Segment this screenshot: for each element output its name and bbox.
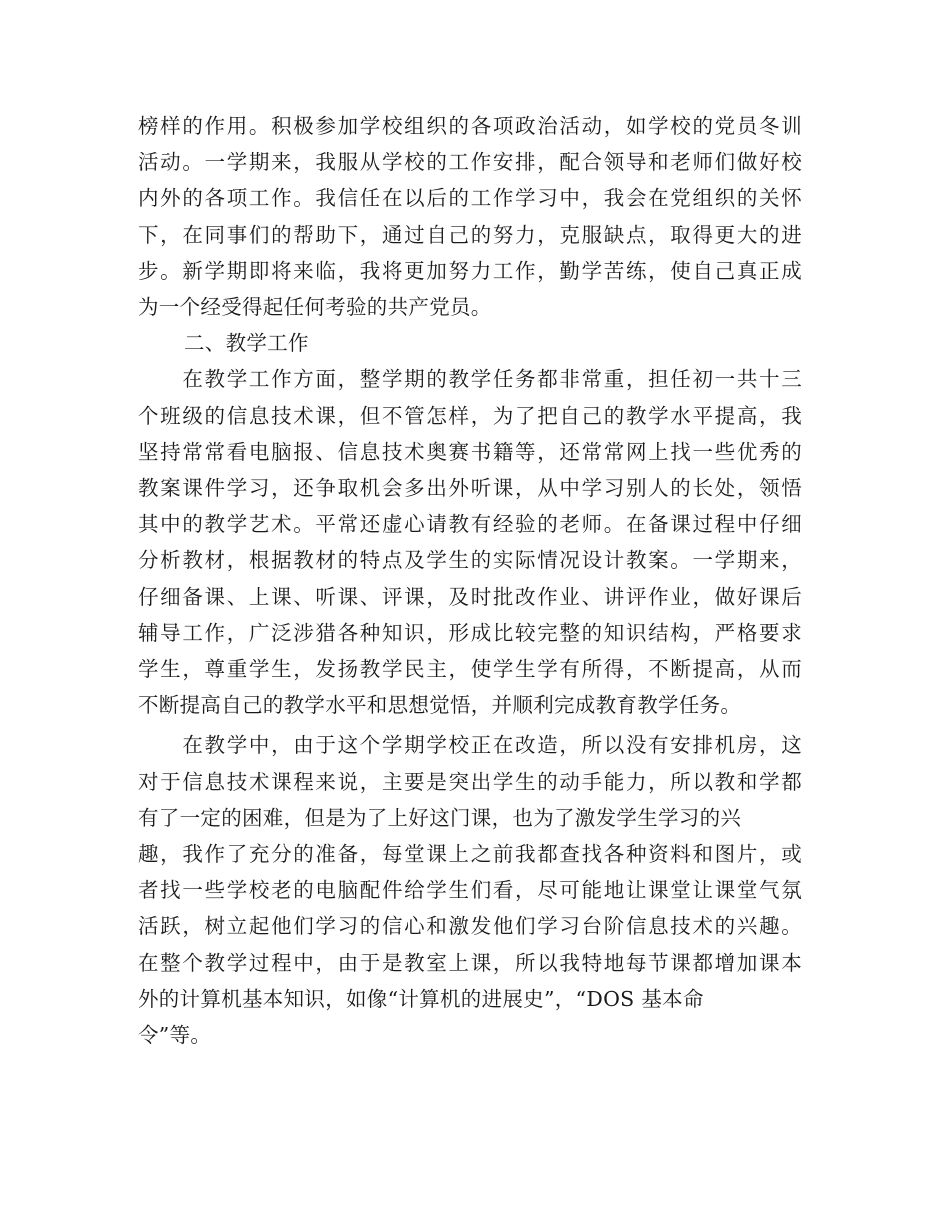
text-line: 在整个教学过程中，由于是教室上课，所以我特地每节课都增加课本: [138, 950, 802, 975]
text-line: 者找一些学校老的电脑配件给学生们看，尽可能地让课堂让课堂气氛: [138, 878, 802, 903]
text-line: 步。新学期即将来临，我将更加努力工作，勤学苦练，使自己真正成: [138, 258, 802, 283]
text-line: 其中的教学艺术。平常还虚心请教有经验的老师。在备课过程中仔细: [138, 512, 802, 537]
text-line: 活动。一学期来，我服从学校的工作安排，配合领导和老师们做好校: [138, 150, 802, 175]
text-line: 为一个经受得起任何考验的共产党员。: [138, 295, 492, 320]
text-line: 不断提高自己的教学水平和思想觉悟，并顺利完成教育教学任务。: [138, 693, 742, 718]
text-line: 教案课件学习，还争取机会多出外听课，从中学习别人的长处，领悟: [138, 476, 802, 501]
text-line: 令”等。: [138, 1023, 212, 1048]
paragraph-party-work: [138, 108, 802, 325]
text-line: 榜样的作用。积极参加学校组织的各项政治活动，如学校的党员冬训: [138, 114, 802, 138]
section-heading-teaching: 二、教学工作: [184, 331, 309, 356]
text-line: 有了一定的困难，但是为了上好这门课，也为了激发学生学习的兴: [138, 805, 742, 830]
text-line: 内外的各项工作。我信任在以后的工作学习中，我会在党组织的关怀: [138, 186, 802, 211]
text-line: 仔细备课、上课、听课、评课，及时批改作业、讲评作业，做好课后: [138, 584, 802, 609]
text-line: 辅导工作，广泛涉猎各种知识，形成比较完整的知识结构，严格要求: [138, 620, 802, 645]
text-line: 分析教材，根据教材的特点及学生的实际情况设计教案。一学期来，: [138, 548, 802, 573]
text-line: 个班级的信息技术课，但不管怎样，为了把自己的教学水平提高，我: [138, 403, 802, 428]
text-line: 外的计算机基本知识，如像“计算机的进展史”，“DOS 基本命: [138, 986, 704, 1011]
paragraph-teaching-conditions: [138, 727, 802, 1053]
text-line: 趣，我作了充分的准备，每堂课上之前我都查找各种资料和图片，或: [138, 842, 802, 867]
paragraph-teaching-work: [138, 361, 802, 723]
document-body: [138, 108, 802, 1053]
text-line: 在教学工作方面，整学期的教学任务都非常重，担任初一共十三: [138, 367, 802, 392]
text-line: 下，在同事们的帮助下，通过自己的努力，克服缺点，取得更大的进: [138, 222, 802, 247]
text-line: 对于信息技术课程来说，主要是突出学生的动手能力，所以教和学都: [138, 769, 802, 794]
text-line: 活跃，树立起他们学习的信心和激发他们学习台阶信息技术的兴趣。: [138, 914, 802, 939]
text-line: 坚持常常看电脑报、信息技术奥赛书籍等，还常常网上找一些优秀的: [138, 439, 802, 464]
text-line: 学生，尊重学生，发扬教学民主，使学生学有所得，不断提高，从而: [138, 657, 802, 682]
text-line: 在教学中，由于这个学期学校正在改造，所以没有安排机房，这: [138, 733, 802, 758]
